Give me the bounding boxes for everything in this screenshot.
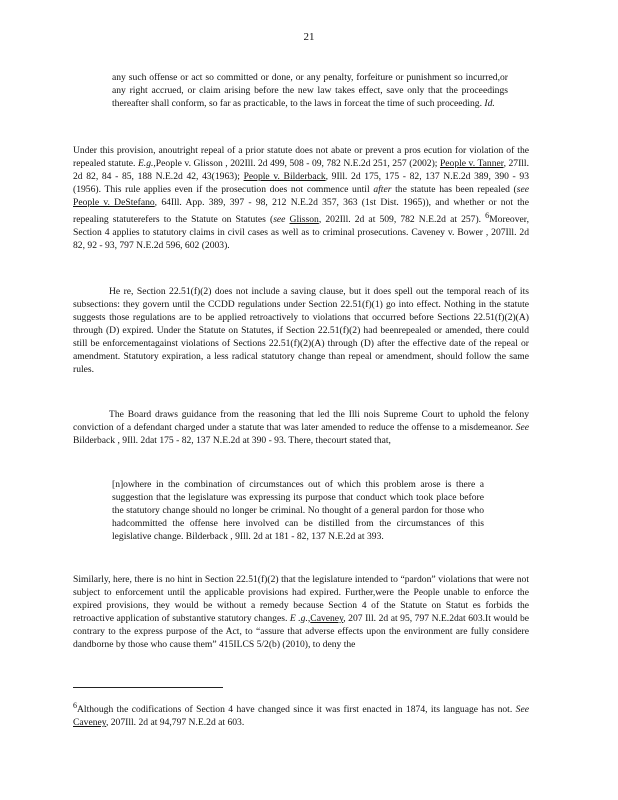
- case-name-caveney: Caveney: [310, 613, 344, 624]
- para1-emphasis-after: after: [373, 184, 392, 195]
- footnote-marker: 6: [73, 701, 77, 710]
- block-quote-bilderback: [112, 478, 484, 543]
- para1-citation: , 202Ill. 2d at 509, 782 N.E.2d at 257).: [318, 214, 482, 226]
- para1-citation: ,People v. Glisson , 202Ill. 2d 499, 508 - 09, 782 N.E.2d 251, 257 (2002);: [153, 158, 438, 169]
- para4-signal-eg: E .g.: [289, 613, 308, 624]
- paragraph-section-22-51: [73, 285, 529, 376]
- footnote-reference: 6: [485, 211, 490, 220]
- para1-text: the statute has been repealed (: [395, 184, 517, 195]
- page-number: 21: [303, 31, 315, 43]
- para4-punct: ,: [307, 613, 311, 624]
- quote-text: any such offense or act so committed or done, or any penalty, forfeiture or punishment so incurred,or any right accrued, or claim arising before the new law takes effect, save only that the proceedings thereafter shall conform, so far as practicable, to the laws in forceat the time of such proceeding.: [112, 72, 508, 109]
- para1-signal-see: see: [516, 184, 529, 195]
- case-name-tanner: People v. Tanner: [439, 158, 504, 169]
- para4-text: Similarly, here, there is no hint in Section 22.51(f)(2) that the legislature intended to “pardon” violations that were not subject to enforcement until the applicable provisions had expired. Further,were the People unable to enforce the expired provisions, they would be without a remedy because Section 4 of the Statute on Statut es forbids the retroactive application of substantive statutory changes.: [73, 574, 529, 624]
- para1-citation: , 27Ill. 2d 82, 84 - 85, 188 N.E.2d 42, 43(1963);: [73, 158, 529, 182]
- para1-citation: , 64Ill. App. 389, 397 - 98, 212 N.E.2d 357, 363 (1st Dist. 1965)), and whether or not the repealing statuterefers to the Statute on Statutes (: [73, 197, 529, 226]
- footnote-signal-see: See: [515, 704, 529, 716]
- para3-signal-see: See: [515, 422, 529, 433]
- para1-text: Under this provision, anoutright repeal of a prior statute does not abate or prevent a pros ecution for violation of the repealed statute.: [73, 145, 529, 169]
- quote-citation: Id.: [484, 98, 495, 109]
- para1-signal-see: see: [273, 214, 286, 226]
- footnote-citation: , 207Ill. 2d at 94,797 N.E.2d at 603.: [105, 717, 245, 729]
- footnote-divider: [73, 687, 223, 688]
- para2-text: He re, Section 22.51(f)(2) does not include a saving clause, but it does spell out the temporal reach of its subsections: they govern until the CCDD regulations under Section 22.51(f)(1) go into effect. Nothing in the statute suggests those regulations are to be applied retroactively to violations that occurred before Sections 22.51(f)(2)(A) through (D) expired. Under the Statute on Statutes, if Section 22.51(f)(2) had beenrepealed or amended, there could still be enforcementagainst violations of Sections 22.51(f)(2)(A) through (D) after the effective date of the repeal or amendment. Statutory expiration, a less radical statutory change than repeal or amendment, should follow the same rules.: [73, 286, 529, 375]
- case-name-bilderback: People v. Bilderback: [243, 171, 326, 182]
- paragraph-repeal-rule: [73, 144, 529, 252]
- footnote-6: [73, 699, 529, 729]
- para4-text: , 207 Ill. 2d at 95, 797 N.E.2dat 603.It would be contrary to the express purpose of the Act, to “assure that adverse effects upon the environment are fully considere dandborne by those who cause them” 415ILCS 5/2(b) (2010), to deny the: [73, 613, 529, 650]
- para3-citation: Bilderback , 9Ill. 2dat 175 - 82, 137 N.E.2d at 390 - 93. There, thecourt stated that,: [73, 435, 391, 446]
- case-name-glisson: Glisson: [289, 214, 319, 226]
- footnote-text: Although the codifications of Section 4 have changed since it was first enacted in 1874, its language has not.: [77, 704, 513, 716]
- para3-text: The Board draws guidance from the reasoning that led the Illi nois Supreme Court to uphold the felony conviction of a defendant charged under a statute that was later amended to reduce the offense to a misdemeanor.: [73, 409, 529, 433]
- case-name-caveney: Caveney: [73, 717, 106, 729]
- paragraph-board-guidance: [73, 408, 529, 447]
- block-quote-statute: [112, 71, 508, 110]
- quote2-text: [n]owhere in the combination of circumstances out of which this problem arose is there a suggestion that the legislature was expressing its purpose that conduct which took place before the statutory change should no longer be criminal. No thought of a general pardon for those who hadcommitted the offense here involved can be distilled from the circumstances of this legislative change. Bilderback , 9Ill. 2d at 181 - 82, 137 N.E.2d at 393.: [112, 479, 484, 542]
- case-name-destefano: People v. DeStefano: [73, 197, 155, 208]
- para1-text: Moreover, Section 4 applies to statutory claims in civil cases as well as to criminal prosecutions. Caveney v. Bower , 207Ill. 2d 82, 92 - 93, 797 N.E.2d 596, 602 (2003).: [73, 214, 529, 252]
- para1-signal-eg: E.g.: [137, 158, 154, 169]
- para1-text: , 9Ill. 2d 175, 175 - 82, 137 N.E.2d 389, 390 - 93 (1956). This rule applies even if the prosecution does not commence until: [73, 171, 529, 195]
- paragraph-similarly: [73, 573, 529, 651]
